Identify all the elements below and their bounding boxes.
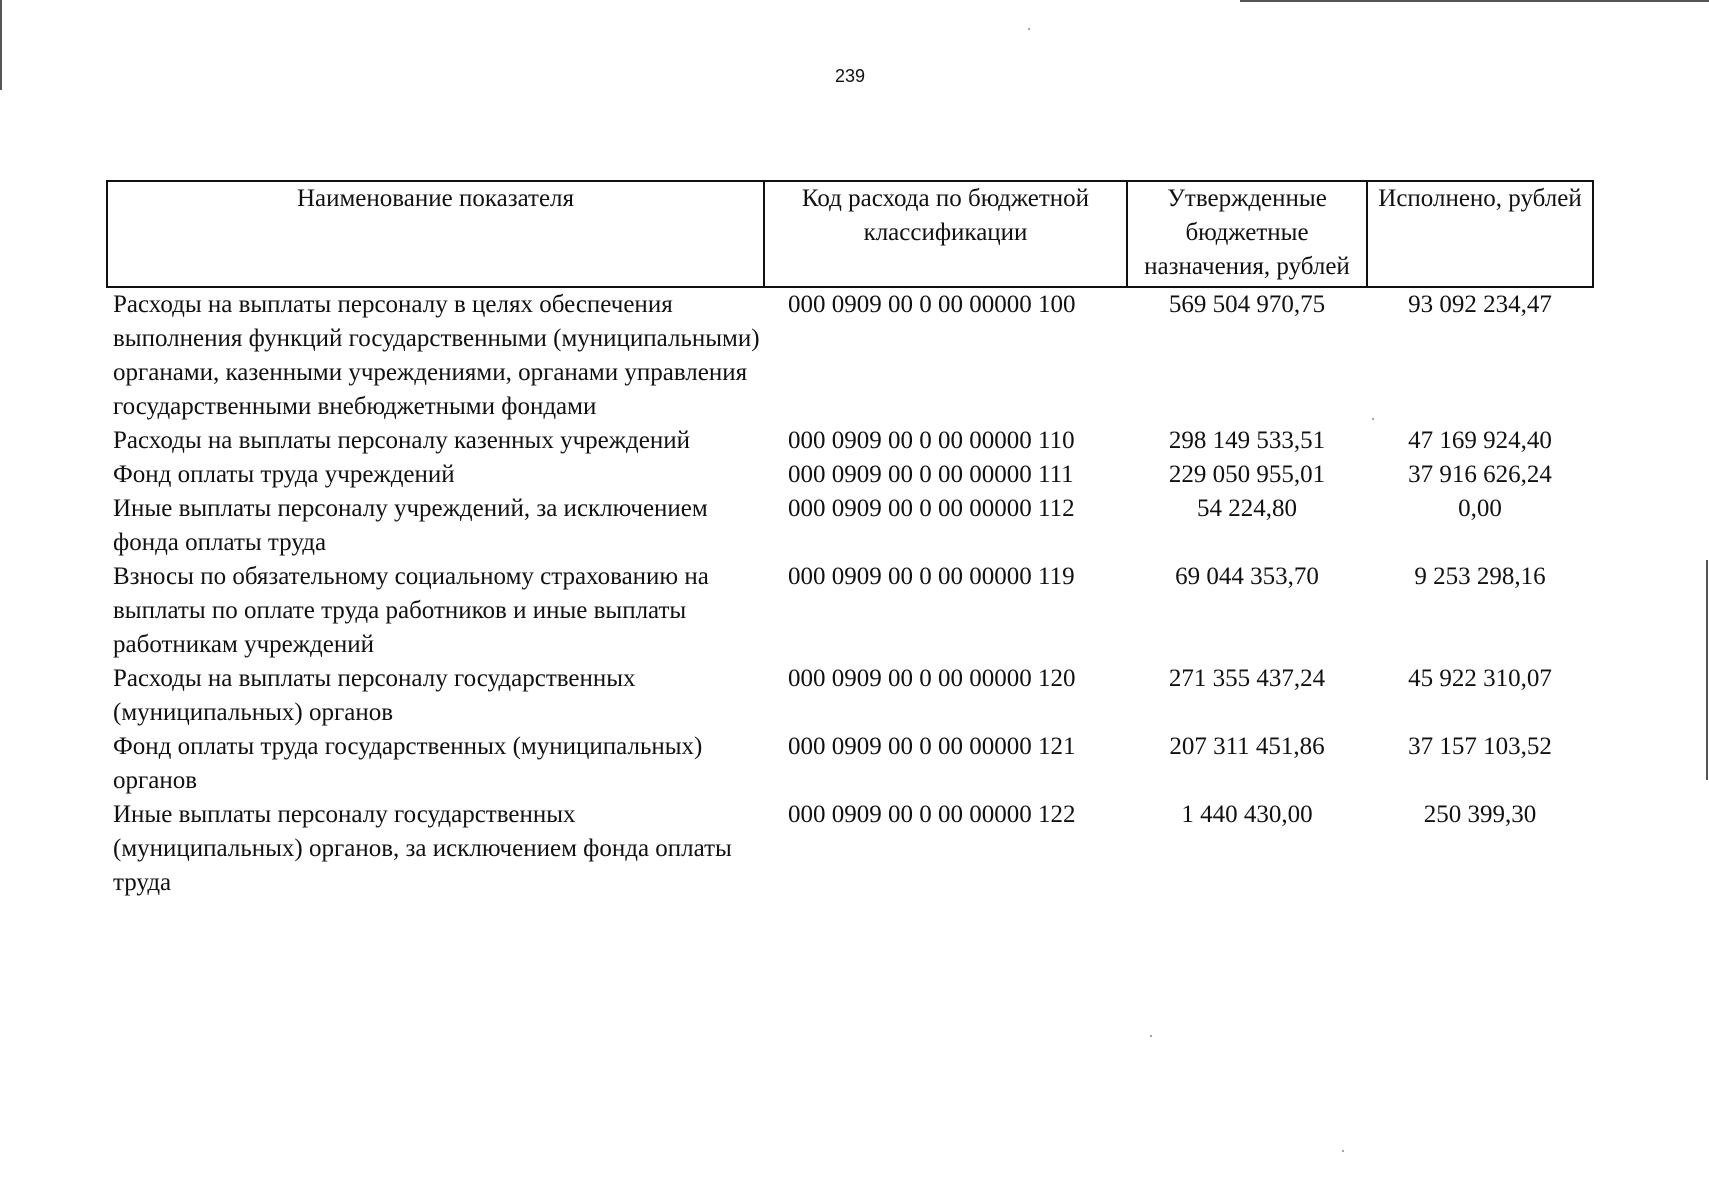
row-indicator-name: Фонд оплаты труда государственных (муниципальных) органов <box>113 733 703 794</box>
row-expense-code: 000 0909 00 0 00 00000 120 <box>788 665 1076 692</box>
row-approved-amount: 298 149 533,51 <box>1168 427 1326 454</box>
scan-speck <box>1150 1035 1152 1037</box>
row-indicator-name: Расходы на выплаты персоналу государственных (муниципальных) органов <box>113 665 636 726</box>
row-expense-code: 000 0909 00 0 00 00000 122 <box>788 801 1076 828</box>
row-expense-code: 000 0909 00 0 00 00000 100 <box>788 291 1076 318</box>
row-expense-code: 000 0909 00 0 00 00000 119 <box>788 563 1075 590</box>
table-row <box>107 492 1593 560</box>
row-executed-amount: 37 916 626,24 <box>1408 461 1552 488</box>
row-approved-amount: 271 355 437,24 <box>1168 665 1326 692</box>
row-approved-amount: 207 311 451,86 <box>1169 733 1325 760</box>
row-expense-code: 000 0909 00 0 00 00000 121 <box>788 733 1076 760</box>
scan-edge-line-top <box>1240 0 1709 2</box>
table-row <box>107 798 1593 900</box>
row-executed-amount: 93 092 234,47 <box>1408 291 1552 318</box>
row-approved-amount: 54 224,80 <box>1197 495 1297 522</box>
row-indicator-name: Расходы на выплаты персоналу казенных учреждений <box>113 427 690 454</box>
row-indicator-name: Взносы по обязательному социальному страхованию на выплаты по оплате труда работников и иные выплаты работникам учреждений <box>113 563 709 658</box>
header-approved-appropriations: Утвержденные бюджетные назначения, рублей <box>1127 181 1367 287</box>
header-indicator-name: Наименование показателя <box>107 181 764 287</box>
header-executed: Исполнено, рублей <box>1367 181 1593 287</box>
row-executed-amount: 47 169 924,40 <box>1408 427 1552 454</box>
table-header <box>107 181 1593 287</box>
table-body <box>107 287 1593 900</box>
row-executed-amount: 9 253 298,16 <box>1414 563 1546 590</box>
budget-execution-table <box>106 180 1594 900</box>
row-approved-amount: 1 440 430,00 <box>1181 801 1313 828</box>
row-indicator-name: Иные выплаты персоналу учреждений, за исключением фонда оплаты труда <box>113 495 708 556</box>
row-executed-amount: 45 922 310,07 <box>1408 665 1552 692</box>
row-expense-code: 000 0909 00 0 00 00000 111 <box>788 461 1074 488</box>
table-row <box>107 458 1593 492</box>
row-approved-amount: 69 044 353,70 <box>1175 563 1319 590</box>
table-row <box>107 730 1593 798</box>
table-row <box>107 424 1593 458</box>
row-indicator-name: Фонд оплаты труда учреждений <box>113 461 455 488</box>
table-row <box>107 560 1593 662</box>
table-row <box>107 662 1593 730</box>
row-approved-amount: 569 504 970,75 <box>1168 291 1326 318</box>
scan-edge-line-right <box>1706 560 1708 780</box>
row-executed-amount: 37 157 103,52 <box>1408 733 1552 760</box>
table-row <box>107 287 1593 424</box>
page-number: 239 <box>834 66 866 86</box>
row-approved-amount: 229 050 955,01 <box>1168 461 1326 488</box>
row-indicator-name: Расходы на выплаты персоналу в целях обеспечения выполнения функций государственными (муниципальными) органами, казенными учреждениями, органами управления государственными внебюджетными фондами <box>113 291 760 420</box>
row-expense-code: 000 0909 00 0 00 00000 112 <box>788 495 1075 522</box>
row-executed-amount: 250 399,30 <box>1423 801 1537 828</box>
row-expense-code: 000 0909 00 0 00 00000 110 <box>788 427 1075 454</box>
header-expense-code: Код расхода по бюджетной классификации <box>764 181 1127 287</box>
scan-speck <box>1028 28 1030 30</box>
scan-speck <box>1342 1150 1344 1152</box>
row-indicator-name: Иные выплаты персоналу государственных (муниципальных) органов, за исключением фонда оплаты труда <box>113 801 732 896</box>
row-executed-amount: 0,00 <box>1458 495 1502 522</box>
